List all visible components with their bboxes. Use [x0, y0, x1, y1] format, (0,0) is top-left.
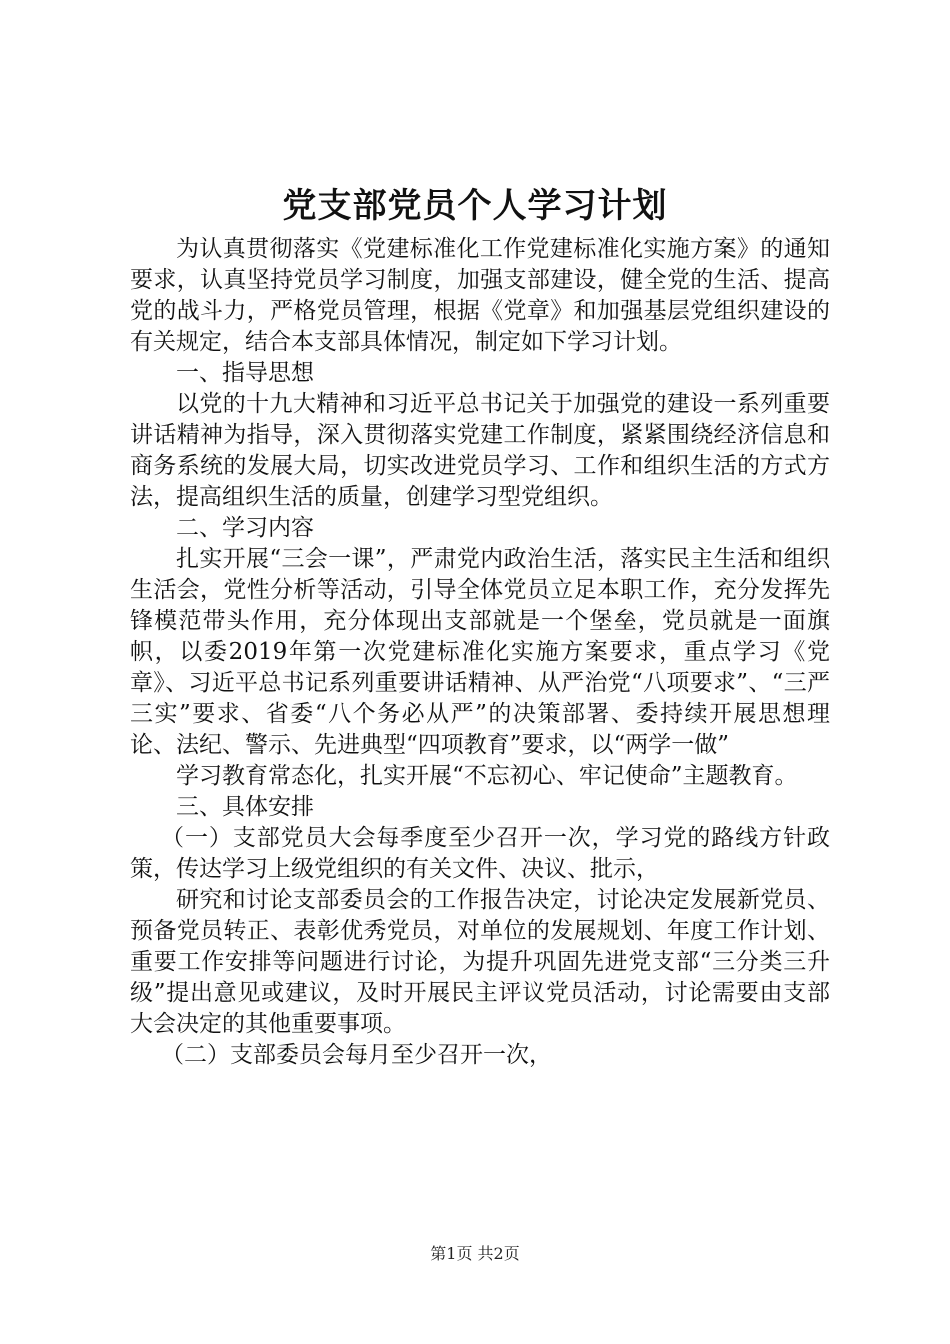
arrangement-item-1-continued: 研究和讨论支部委员会的工作报告决定，讨论决定发展新党员、预备党员转正、表彰优秀党员，对单位的发展规划、年度工作计划、重要工作安排等问题进行讨论，为提升巩固先进党支部“三分类三升级”提出意见或建议，及时开展民主评议党员活动，讨论需要由支部大会决定的其他重要事项。: [130, 887, 830, 1037]
section-heading-study-content: 二、学习内容: [176, 515, 314, 541]
arrangement-item-1: （一）支部党员大会每季度至少召开一次，学习党的路线方针政策，传达学习上级党组织的有关文件、决议、批示，: [130, 825, 830, 882]
intro-paragraph: 为认真贯彻落实《党建标准化工作党建标准化实施方案》的通知要求，认真坚持党员学习制度，加强支部建设，健全党的生活、提高党的战斗力，严格党员管理，根据《党章》和加强基层党组织建设的有关规定，结合本支部具体情况，制定如下学习计划。: [130, 236, 830, 355]
arrangement-item-2: （二）支部委员会每月至少召开一次，: [161, 1042, 553, 1068]
study-content-paragraph: 扎实开展“三会一课”，严肃党内政治生活，落实民主生活和组织生活会，党性分析等活动，引导全体党员立足本职工作，充分发挥先锋模范带头作用，充分体现出支部就是一个堡垒，党员就是一面旗帜，以委2019年第一次党建标准化实施方案要求，重点学习《党章》、习近平总书记系列重要讲话精神、从严治党“八项要求”、“三严三实”要求、省委“八个务必从严”的决策部署、委持续开展思想理论、法纪、警示、先进典型“四项教育”要求，以“两学一做”: [130, 546, 830, 758]
page-footer: 第1页 共2页: [430, 1244, 520, 1263]
guiding-thought-paragraph: 以党的十九大精神和习近平总书记关于加强党的建设一系列重要讲话精神为指导，深入贯彻落实党建工作制度，紧紧围绕经济信息和商务系统的发展大局，切实改进党员学习、工作和组织生活的方式方法，提高组织生活的质量，创建学习型党组织。: [130, 391, 830, 510]
section-heading-guiding-thought: 一、指导思想: [176, 360, 314, 386]
document-title: 党支部党员个人学习计划: [282, 186, 668, 226]
document-body: [130, 234, 830, 1071]
study-content-paragraph-2: 学习教育常态化，扎实开展“不忘初心、牢记使命”主题教育。: [176, 763, 798, 789]
section-heading-arrangements: 三、具体安排: [176, 794, 314, 820]
